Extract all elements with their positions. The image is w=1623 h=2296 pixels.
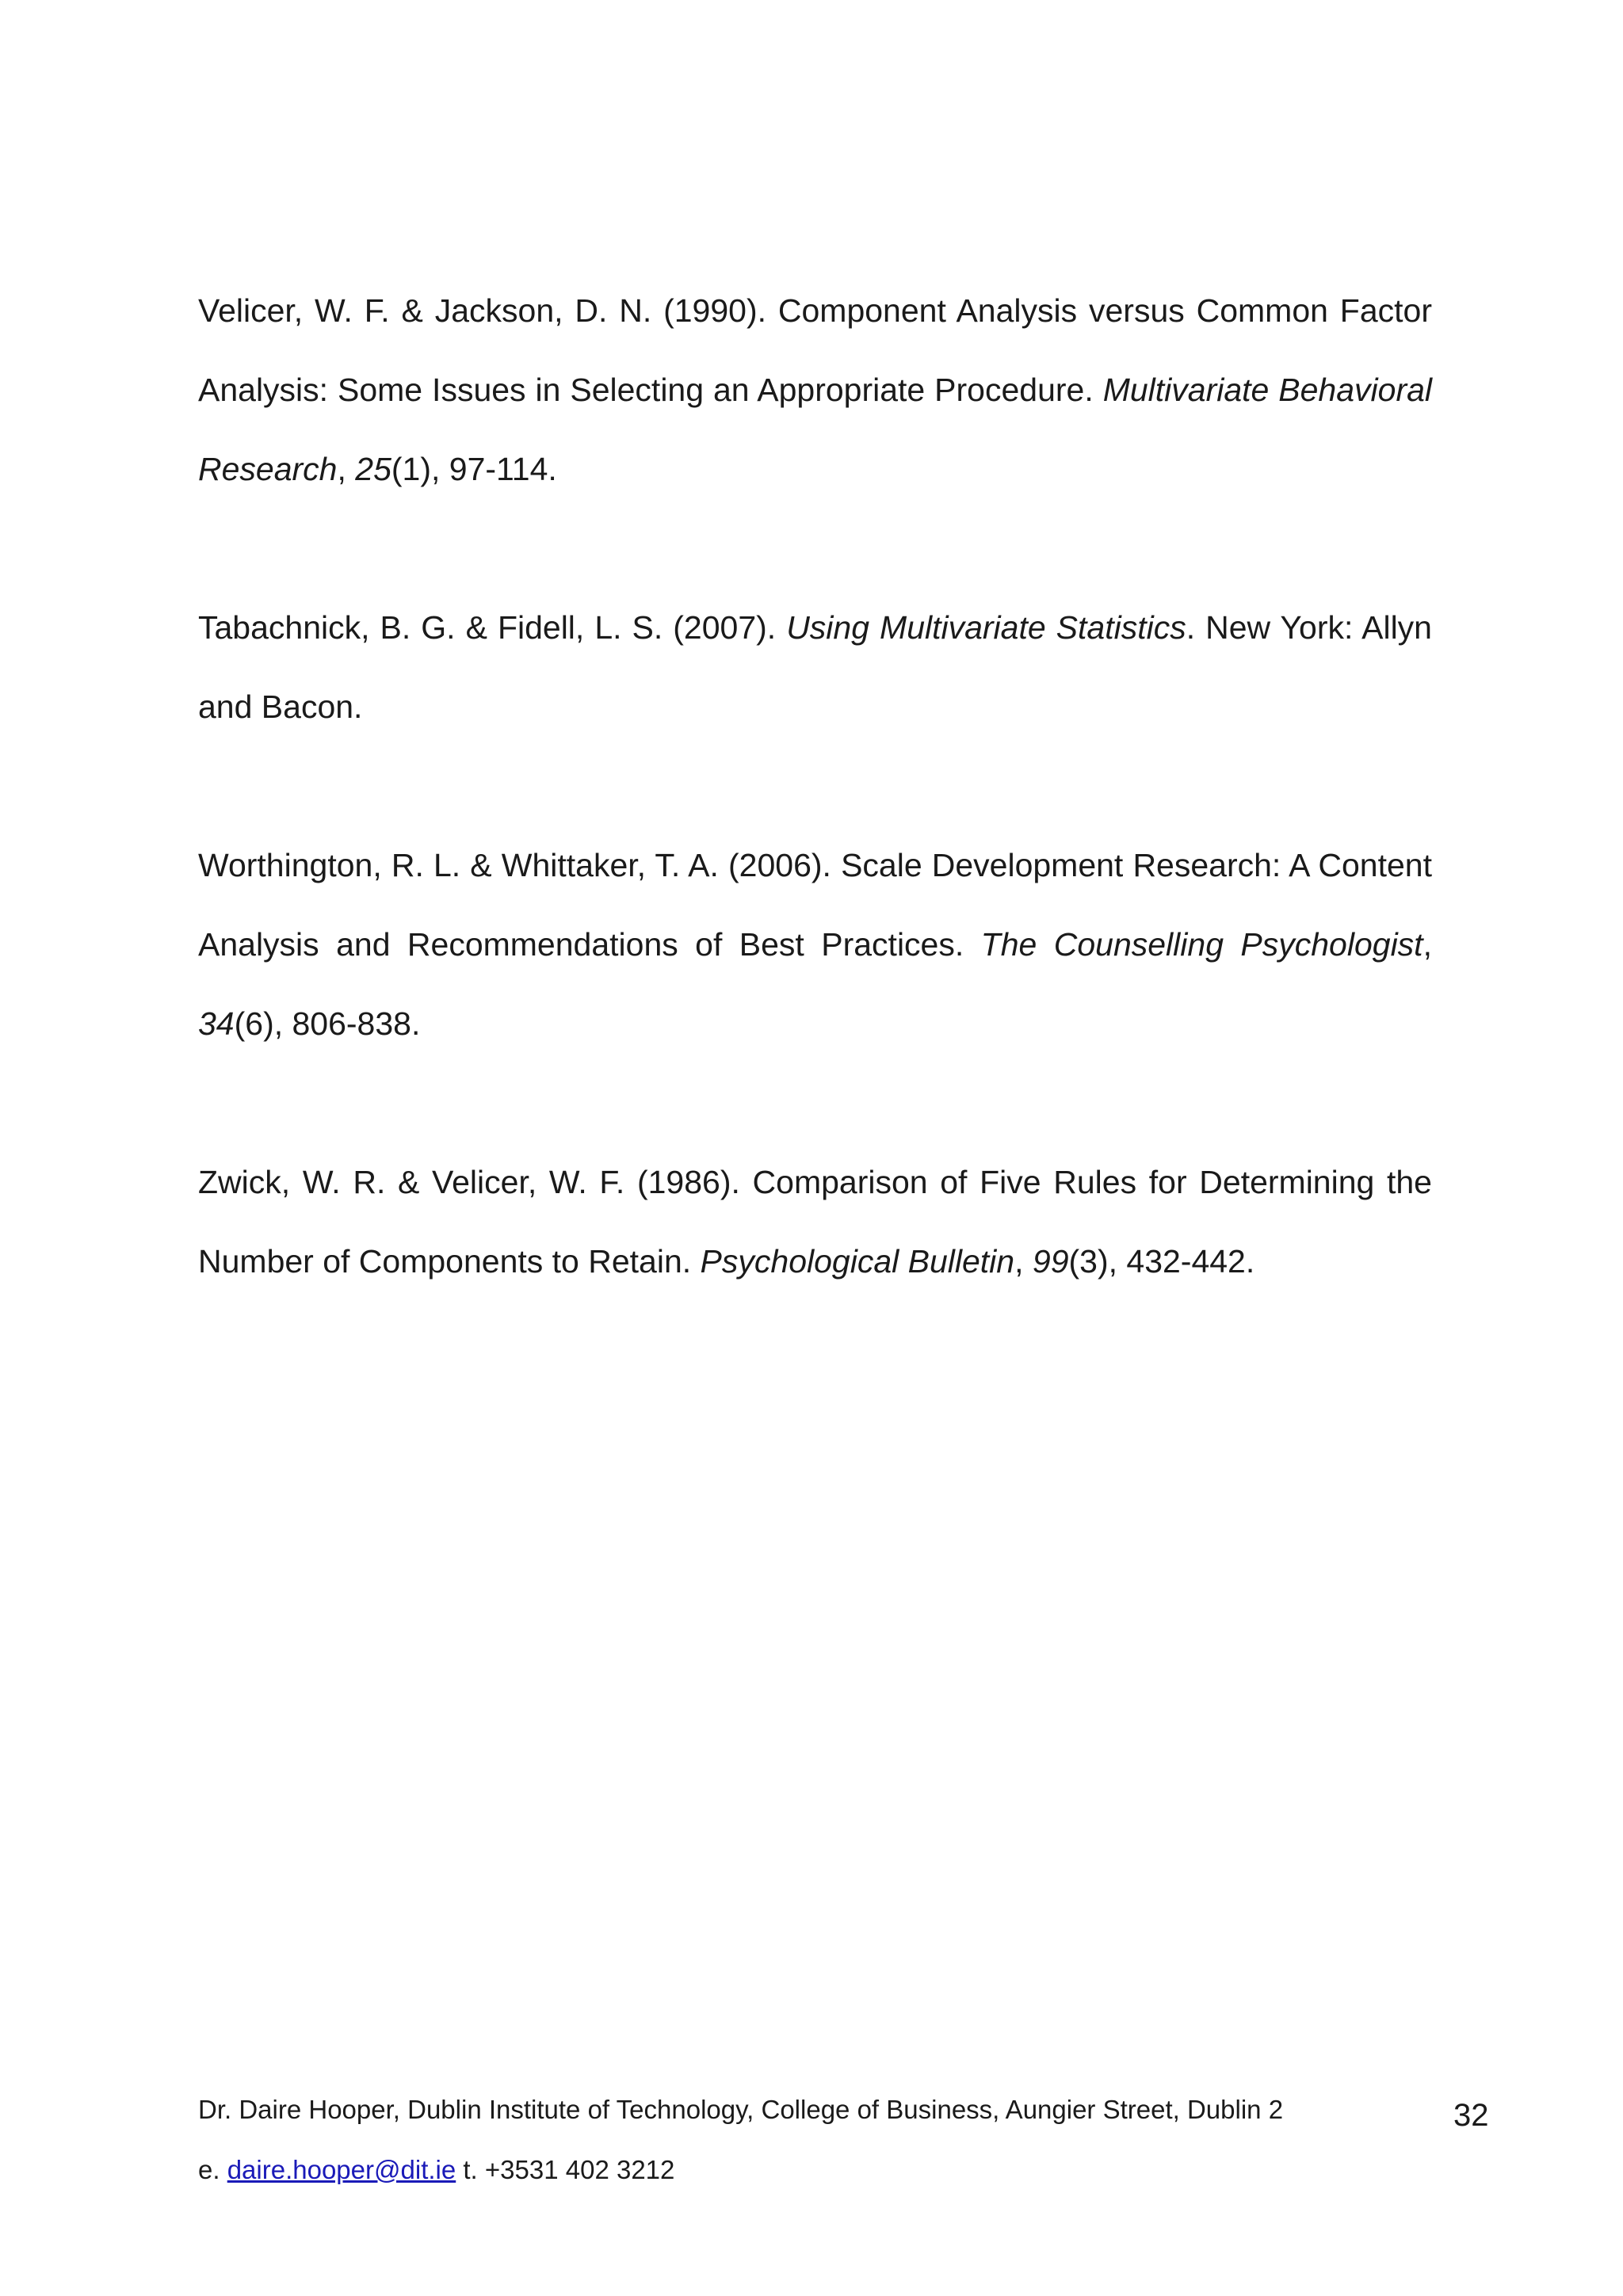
reference-list <box>198 271 1432 1301</box>
reference-book-title: Using Multivariate Statistics <box>786 609 1186 646</box>
reference-authors-year: Velicer, W. F. & Jackson, D. N. (1990). <box>198 292 778 329</box>
footer-email-prefix: e. <box>198 2155 227 2184</box>
reference-volume: 34 <box>198 1005 235 1042</box>
reference-journal: The Counselling Psychologist <box>980 926 1423 963</box>
reference-separator: , <box>1423 926 1432 963</box>
reference-issue-pages: (1), 97-114. <box>391 451 557 487</box>
reference-zwick-velicer <box>198 1142 1432 1301</box>
reference-title: Scale Development Research: A Content Analysis and Recommendations of Best Practices. <box>198 847 1432 963</box>
reference-journal: Multivariate Behavioral Research <box>198 372 1433 487</box>
reference-authors-year: Zwick, W. R. & Velicer, W. F. (1986). <box>198 1164 753 1200</box>
reference-journal: Psychological Bulletin <box>700 1243 1015 1280</box>
reference-issue-pages: (6), 806-838. <box>234 1005 421 1042</box>
reference-volume: 99 <box>1032 1243 1069 1280</box>
reference-title: Comparison of Five Rules for Determining the Number of Components to Retain. <box>198 1164 1432 1280</box>
email-link[interactable]: daire.hooper@dit.ie <box>227 2155 456 2184</box>
reference-title: Component Analysis versus Common Factor Analysis: Some Issues in Selecting an Appropriate Procedure. <box>198 292 1432 408</box>
reference-separator: , <box>337 451 356 487</box>
footer-address: Dr. Daire Hooper, Dublin Institute of Technology, College of Business, Aungier Street, Dublin 2 <box>198 2095 1284 2124</box>
reference-authors-year: Tabachnick, B. G. & Fidell, L. S. (2007). <box>198 609 787 646</box>
footer-phone: t. +3531 402 3212 <box>456 2155 675 2184</box>
reference-tabachnick-fidell <box>198 588 1432 746</box>
reference-authors-year: Worthington, R. L. & Whittaker, T. A. (2006). <box>198 847 842 883</box>
reference-separator: , <box>1014 1243 1033 1280</box>
page-footer <box>198 2080 1545 2200</box>
page-number: 32 <box>1453 2098 1489 2133</box>
reference-volume: 25 <box>355 451 391 487</box>
reference-issue-pages: (3), 432-442. <box>1068 1243 1255 1280</box>
reference-publisher: . New York: Allyn and Bacon. <box>198 609 1432 725</box>
footer-contact <box>198 2140 1545 2200</box>
reference-velicer-jackson <box>198 271 1432 509</box>
reference-worthington-whittaker <box>198 826 1432 1063</box>
